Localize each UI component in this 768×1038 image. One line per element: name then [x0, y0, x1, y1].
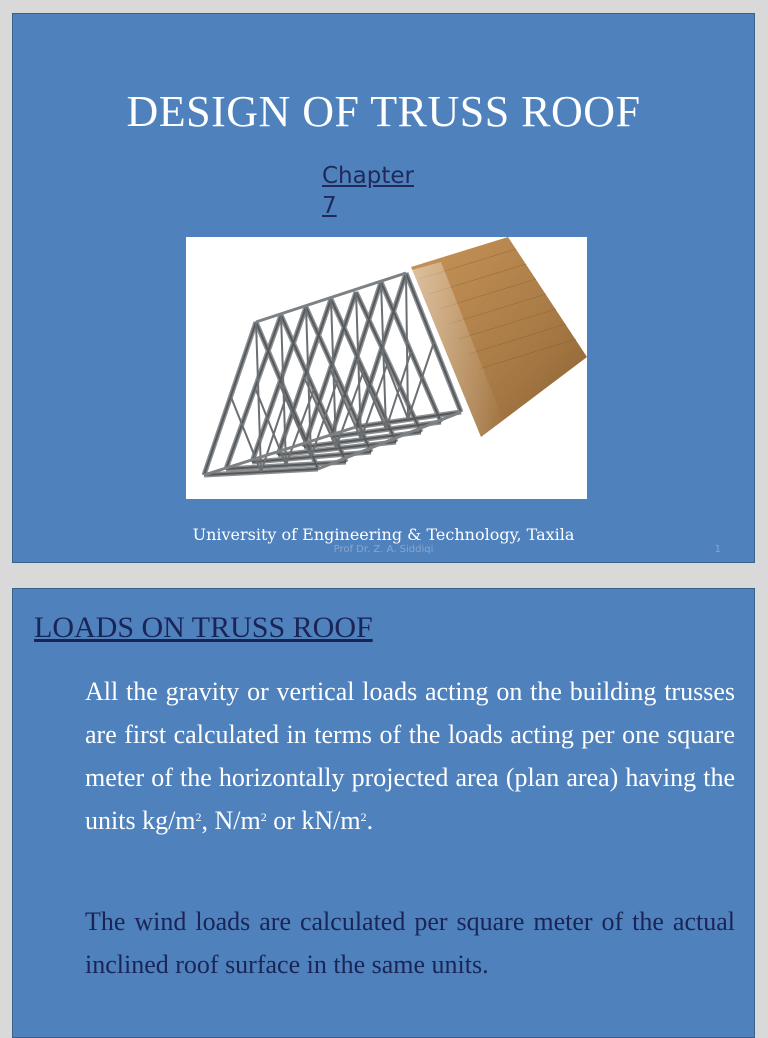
paragraph-gravity-loads	[85, 670, 735, 842]
truss-roof-image	[186, 237, 587, 499]
sentence-end: .	[366, 806, 374, 835]
footer-author: Prof Dr. Z. A. Siddiqi	[333, 544, 434, 555]
unit-separator: or kN/m	[266, 806, 361, 835]
unit-superscript: 2	[260, 810, 267, 824]
slide-title: DESIGN OF TRUSS ROOF	[126, 87, 641, 136]
gravity-loads-text: All the gravity or vertical loads acting on the building trusses are first calculated in terms of the loads acting per one square meter of the horizontally projected area (plan area) having the units kg/m	[85, 677, 735, 835]
section-title: LOADS ON TRUSS ROOF	[34, 611, 373, 644]
unit-superscript: 2	[360, 810, 367, 824]
chapter-link[interactable]	[322, 161, 442, 221]
paragraph-wind-loads: The wind loads are calculated per square meter of the actual inclined roof surface in the same units.	[85, 907, 735, 979]
unit-separator: , N/m	[201, 806, 261, 835]
university-name: University of Engineering & Technology, Taxila	[192, 525, 575, 544]
slide-2	[12, 588, 755, 1038]
slide-1	[12, 13, 755, 563]
slide-number: 1	[714, 544, 721, 555]
unit-superscript: 2	[195, 810, 202, 824]
chapter-label: Chapter	[322, 163, 414, 189]
chapter-number: 7	[322, 193, 337, 219]
truss-roof-illustration	[186, 237, 587, 499]
